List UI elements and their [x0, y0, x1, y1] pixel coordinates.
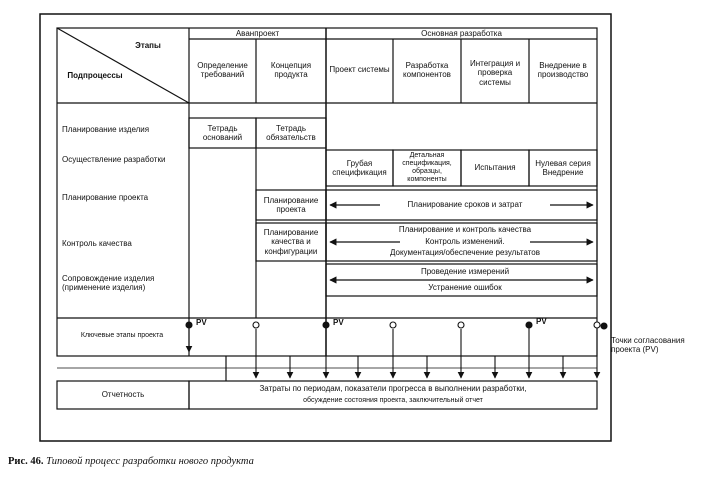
milestones-label: Ключевые этапы проекта	[80, 331, 164, 339]
cell-quality-config-planning: Планирование качества и конфигурации	[263, 228, 319, 256]
span-quality-control-2: Контроль изменений.	[400, 236, 530, 247]
reporting-label: Отчетность	[101, 390, 145, 400]
span-quality-control-1: Планирование и контроль качества	[398, 225, 532, 235]
column-system-design: Проект системы	[329, 65, 390, 75]
figure-title: Типовой процесс разработки нового продукта	[46, 456, 254, 467]
figure-caption	[8, 456, 254, 467]
column-requirements: Определение требований	[197, 60, 248, 79]
header-subprocess-label: Подпроцессы	[67, 71, 123, 81]
reporting-text-1: Затраты по периодам, показатели прогресса в выполнении разработки,	[259, 383, 527, 393]
cell-detailed-spec: Детальная спецификация, образцы, компоненты	[402, 151, 452, 184]
column-concept: Концепция продукта	[270, 60, 312, 79]
row-quality-control: Контроль качества	[62, 239, 132, 249]
row-product-planning: Планирование изделия	[62, 125, 150, 135]
milestones-legend: Точки согласования проекта (PV)	[611, 335, 685, 354]
header-stages-label: Этапы	[135, 41, 161, 51]
span-schedule-cost-planning: Планирование сроков и затрат	[380, 199, 550, 211]
cell-rough-spec: Грубая спецификация	[332, 158, 387, 177]
span-quality-control-3: Документация/обеспечение результатов	[390, 248, 540, 258]
row-product-support: Сопровождение изделия (применение изделия)	[62, 273, 155, 292]
column-production: Внедрение в производство	[537, 60, 589, 79]
group-preproject: Аванпроект	[235, 28, 280, 38]
span-measurements: Проведение измерений	[420, 267, 510, 277]
pv-label: PV	[333, 318, 344, 327]
cell-testing: Испытания	[474, 163, 516, 173]
pv-label: PV	[196, 318, 207, 327]
pv-label: PV	[536, 317, 547, 326]
group-main-development: Основная разработка	[421, 28, 502, 38]
cell-zero-series: Нулевая серия Внедрение	[535, 158, 591, 177]
row-development: Осуществление разработки	[62, 155, 166, 165]
cell-project-planning: Планирование проекта	[263, 195, 319, 214]
reporting-text-2: обсуждение состояния проекта, заключительный отчет	[303, 396, 483, 404]
figure-number: Рис. 46.	[8, 456, 44, 467]
span-error-fixing: Устранение ошибок	[428, 282, 502, 292]
column-integration: Интеграция и проверка системы	[469, 59, 521, 87]
row-project-planning: Планирование проекта	[62, 193, 149, 203]
cell-basis-notebook: Тетрадь оснований	[202, 123, 243, 142]
column-component-dev: Разработка компонентов	[403, 60, 451, 79]
cell-commitment-notebook: Тетрадь обязательств	[266, 123, 316, 142]
